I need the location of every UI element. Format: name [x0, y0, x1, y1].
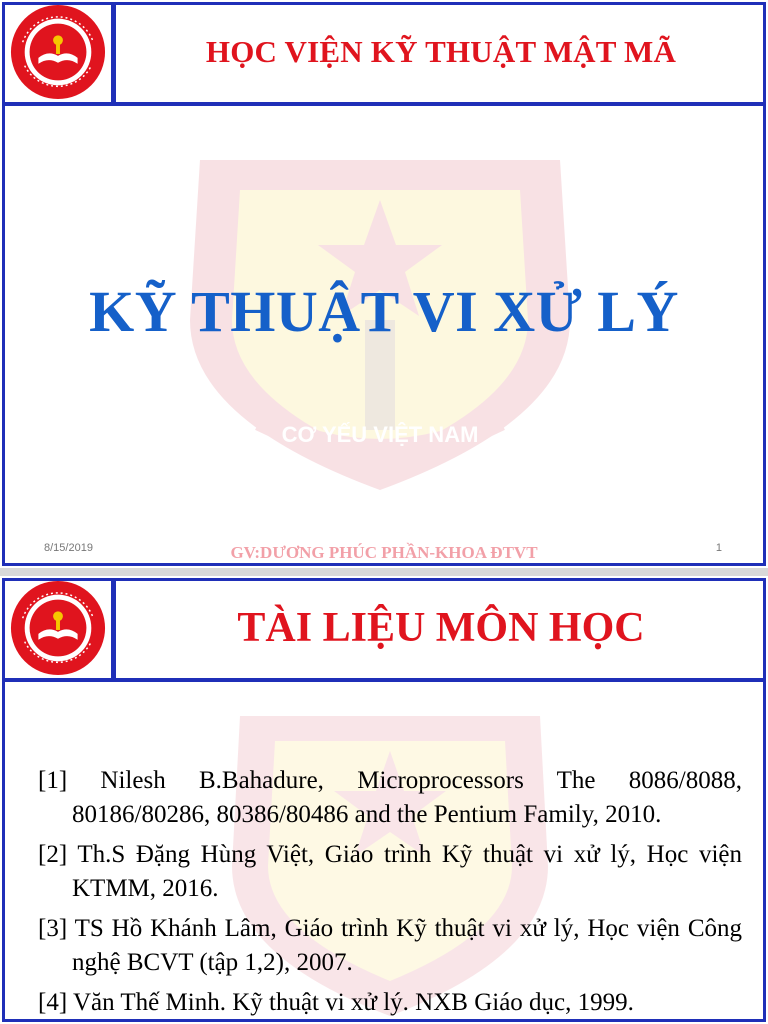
reference-item: [4] Văn Thế Minh. Kỹ thuật vi xử lý. NXB Giáo dục, 1999. — [38, 989, 634, 1016]
watermark-text: CƠ YẾU VIỆT NAM — [281, 422, 479, 447]
logo-cell — [5, 2, 116, 102]
slide-header — [2, 2, 766, 106]
logo-cell — [5, 578, 116, 678]
academy-logo-icon — [9, 3, 107, 101]
reference-item: [3] TS Hồ Khánh Lâm, Giáo trình Kỹ thuật vi xử lý, Học viện Công nghệ BCVT (tập 1,2), 2007. — [38, 915, 742, 976]
reference-item: [2] Th.S Đặng Hùng Việt, Giáo trình Kỹ thuật vi xử lý, Học viện KTMM, 2016. — [38, 841, 742, 902]
slide-2 — [0, 576, 768, 1024]
slide-header — [2, 578, 766, 682]
reference-item: [1] Nilesh B.Bahadure, Microprocessors The 8086/8088, 80186/80286, 80386/80486 and the Pentium Family, 2010. — [38, 767, 742, 828]
header-title: TÀI LIỆU MÔN HỌC — [237, 605, 645, 651]
footer-author: GV:DƯƠNG PHÚC PHẦN-KHOA ĐTVT — [230, 543, 538, 562]
header-title: HỌC VIỆN KỸ THUẬT MẬT MÃ — [205, 34, 677, 69]
page-number: 1 — [715, 542, 722, 554]
reference-list — [38, 764, 742, 1024]
footer-date: 8/15/2019 — [44, 542, 93, 554]
slide-separator — [0, 568, 768, 576]
academy-logo-icon — [9, 579, 107, 677]
slide-title: KỸ THUẬT VI XỬ LÝ — [89, 279, 679, 344]
